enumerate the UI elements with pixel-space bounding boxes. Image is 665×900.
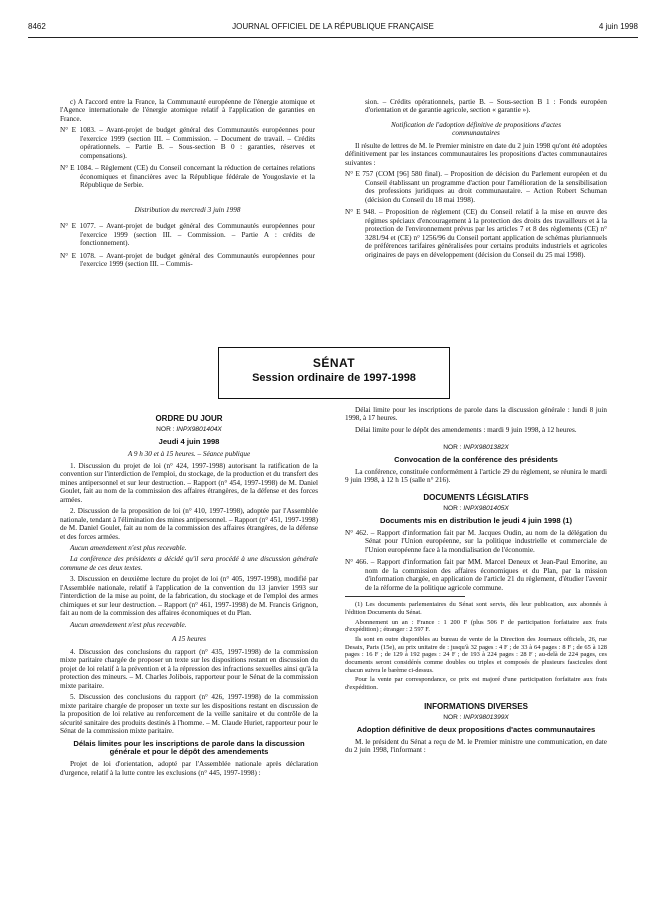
- documents-subheading: Documents mis en distribution le jeudi 4 juin 1998 (1): [380, 516, 572, 526]
- footnote: Abonnement un an : France : 1 200 F (plus 506 F de participation forfaitaire aux frais d'expédition) ; étranger : 2 597 F.: [345, 618, 607, 634]
- deadline-amendments: Délai limite pour le dépôt des amendements : mardi 9 juin 1998, à 12 heures.: [355, 425, 577, 434]
- entry-e1083: N° E 1083. – Avant-projet de budget général des Communautés européennes pour l'exercice 1999 (section III. – Commission. – Document de travail. – Crédits opérationnels. – Partie B. – Sous-section B 0 : garanties, réserves et compensations).: [60, 126, 315, 160]
- running-header: [28, 22, 638, 34]
- nor-reference: NOR : INPX9801399X: [443, 714, 509, 722]
- top-right-column: [345, 98, 607, 263]
- entry-e1077: N° E 1077. – Avant-projet de budget général des Communautés européennes pour l'exercice 1999 (section III. – Commission. – Partie A : crédits de fonctionnement).: [60, 222, 315, 248]
- agenda-note: La conférence des présidents a décidé qu'il sera procédé à une discussion générale commune de ces deux textes.: [60, 555, 318, 572]
- day-heading: Jeudi 4 juin 1998: [158, 437, 220, 447]
- agenda-item-3: 3. Discussion en deuxième lecture du projet de loi (n° 405, 1997-1998), modifié par l'Assemblée nationale, relatif à l'application de la convention du 13 janvier 1993 sur l'interdiction de la mise au point, de la fabrication, du stockage et de l'emploi des armes chimiques et sur leur destruction. – Rapport (n° 461, 1997-1998) de M. Francis Grignon, fait au nom de la commission des affaires économiques et du Plan.: [60, 575, 318, 618]
- informations-heading: INFORMATIONS DIVERSES: [424, 701, 528, 711]
- issue-date: 4 juin 1998: [598, 22, 638, 31]
- adoption-body: M. le président du Sénat a reçu de M. le Premier ministre une communication, en date du 2 juin 1998, l'informant :: [345, 737, 607, 755]
- nor-reference: [60, 426, 318, 434]
- entry-e1078: N° E 1078. – Avant-projet de budget général des Communautés européennes pour l'exercice 1999 (section III. – Commis-: [60, 251, 315, 269]
- nor-reference: NOR : INPX9801382X: [443, 444, 509, 452]
- agenda-item-2: 2. Discussion de la proposition de loi (n° 410, 1997-1998), adoptée par l'Assemblée nationale, tendant à l'élimination des mines antipersonnel. – Rapport (n° 451, 1997-1998) de M. Daniel Goulet, fait au nom de la commission des affaires étrangères, de la défense et des forces armées.: [60, 507, 318, 541]
- top-left-column: [60, 98, 315, 273]
- notification-body: Il résulte de lettres de M. le Premier ministre en date du 2 juin 1998 qu'ont été adoptées définitivement par les instances communautaires les propositions d'actes communautaires suivantes :: [345, 141, 607, 167]
- nor-label: NOR :: [156, 426, 175, 434]
- header-rule: [28, 37, 638, 38]
- distribution-heading: Distribution du mercredi 3 juin 1998: [134, 205, 241, 214]
- left-column: [60, 406, 318, 780]
- entry-e757: N° E 757 (COM [96] 580 final). – Proposition de décision du Parlement européen et du Conseil établissant un programme d'action pour l'amélioration de la sensibilisation des professions juridiques au droit communautaire. – Action Robert Schuman (décision du Conseil du 18 mai 1998).: [345, 170, 607, 204]
- entry-e948: N° E 948. – Proposition de règlement (CE) du Conseil relatif à la mise en œuvre des régimes spéciaux d'encouragement à la protection des droits des travailleurs et à la protection de l'environnement prévus par les articles 7 et 8 des règlements (CE) n° 3281/94 et (CE) n° 1256/96 du Conseil portant application de schémas pluriannuels de préférences tarifaires généralisées pour certains produits industriels et agricoles originaires de pays en développement (décision du Conseil du 25 mai 1998).: [345, 208, 607, 259]
- senat-banner: [218, 347, 450, 399]
- nor-value: INPX9801405X: [463, 505, 509, 513]
- right-column: [345, 406, 607, 758]
- documents-heading: DOCUMENTS LÉGISLATIFS: [423, 492, 529, 502]
- senat-title: SÉNAT: [312, 356, 356, 370]
- agenda-item-5: 5. Discussion des conclusions du rapport (n° 426, 1997-1998) de la commission mixte paritaire chargée de proposer un texte sur les dispositions restant en discussion de la proposition de loi relative au renforcement de la veille sanitaire et du contrôle de la sécurité sanitaire des produits destinés à l'homme. – M. Claude Huriet, rapporteur pour le Sénat de la commission mixte paritaire.: [60, 693, 318, 736]
- deadlines-body: Projet de loi d'orientation, adopté par l'Assemblée nationale après déclaration d'urgence, relatif à la lutte contre les exclusions (n° 445, 1997-1998) :: [60, 760, 318, 777]
- nor-value: INPX9801404X: [176, 426, 222, 434]
- time-heading: A 15 heures: [172, 635, 206, 644]
- convocation-heading: Convocation de la conférence des présidents: [394, 455, 558, 465]
- convocation-body: La conférence, constituée conformément à l'article 29 du règlement, se réunira le mardi 9 juin 1998, à 12 h 15 (salle n° 216).: [345, 467, 607, 485]
- adoption-heading: Adoption définitive de deux propositions d'actes communautaires: [356, 724, 596, 734]
- session-time: A 9 h 30 et à 15 heures. – Séance publique: [127, 450, 251, 459]
- journal-title: JOURNAL OFFICIEL DE LA RÉPUBLIQUE FRANÇAISE: [232, 22, 434, 31]
- footnote: Pour la vente par correspondance, ce prix est majoré d'une participation forfaitaire aux frais d'expédition.: [345, 676, 607, 692]
- footnote-rule: [345, 596, 465, 597]
- session-title: Session ordinaire de 1997-1998: [252, 372, 416, 385]
- entry-e1084: N° E 1084. – Règlement (CE) du Conseil concernant la réduction de certaines relations économiques et financières avec la République fédérale de Yougoslavie et la République de Serbie.: [60, 164, 315, 190]
- footnote: (1) Les documents parlementaires du Sénat sont servis, dès leur publication, aux abonnés à l'édition Documents du Sénat.: [345, 601, 607, 616]
- notification-heading: Notification de l'adoption définitive de propositions d'actes communautaires: [390, 120, 562, 138]
- agenda-note: Aucun amendement n'est plus recevable.: [70, 620, 187, 629]
- document-462: N° 462. – Rapport d'information fait par M. Jacques Oudin, au nom de la délégation du Sénat pour l'Union européenne, sur la politique industrielle et commerciale de l'Union européenne face à la mondialisation de l'économie.: [345, 528, 607, 554]
- nor-reference: NOR : INPX9801405X: [443, 505, 509, 513]
- footnotes: [345, 601, 607, 692]
- ordre-du-jour-heading: ORDRE DU JOUR: [155, 414, 223, 423]
- footnote: Ils sont en outre disponibles au bureau de vente de la Direction des Journaux officiels, 26, rue Desaix, Paris (15e), au prix unitaire de : jusqu'à 32 pages : 4 F ; de 33 à 64 pages : 8 F ; de 65 à 128 pages : 16 F ; de 129 à 192 pages : 24 F ; de 193 à 224 pages : 28 F ; au-delà de 224 pages, ces documents seront considérés comme doubles ou triples et composés de plusieurs fascicules dont chacun suivra le barème ci-dessus.: [345, 635, 607, 674]
- nor-value: INPX9801399X: [463, 714, 509, 722]
- deadlines-heading: Délais limites pour les inscriptions de parole dans la discussion générale et pour le dépôt des amendements: [73, 738, 305, 757]
- agenda-item-1: 1. Discussion du projet de loi (n° 424, 1997-1998) autorisant la ratification de la convention sur l'interdiction de l'emploi, du stockage, de la production et du transfert des mines antipersonnel et sur leur destruction. – Rapport (n° 454, 1997-1998) de M. Daniel Goulet, fait au nom de la commission des affaires étrangères, de la défense et des forces armées.: [60, 461, 318, 504]
- page-number: 8462: [28, 22, 46, 31]
- nor-value: INPX9801382X: [463, 444, 509, 452]
- entry-e1078-continued: sion. – Crédits opérationnels, partie B. – Sous-section B 1 : Fonds européen d'orientation et de garantie agricole, section « garantie »).: [365, 98, 607, 115]
- agenda-item-4: 4. Discussion des conclusions du rapport (n° 435, 1997-1998) de la commission mixte paritaire chargée de proposer un texte sur les dispositions restant en discussion du projet de loi relatif à la prévention et à la répression des infractions sexuelles ainsi qu'à la protection des mineurs. – M. Charles Jolibois, rapporteur pour le Sénat de la commission mixte paritaire.: [60, 647, 318, 690]
- agenda-note: Aucun amendement n'est plus recevable.: [70, 544, 187, 552]
- item-c: c) A l'accord entre la France, la Communauté européenne de l'énergie atomique et l'Agence internationale de l'énergie atomique relatif à l'application de garanties en France.: [60, 98, 315, 123]
- deadline-speech: Délai limite pour les inscriptions de parole dans la discussion générale : lundi 8 juin 1998, à 17 heures.: [345, 406, 607, 423]
- document-466: N° 466. – Rapport d'information fait par MM. Marcel Deneux et Jean-Paul Emorine, au nom de la commission des affaires économiques et du Plan, par la mission d'information chargée, en application de l'article 21 du règlement, d'étudier l'avenir de la réforme de la politique agricole commune.: [345, 558, 607, 592]
